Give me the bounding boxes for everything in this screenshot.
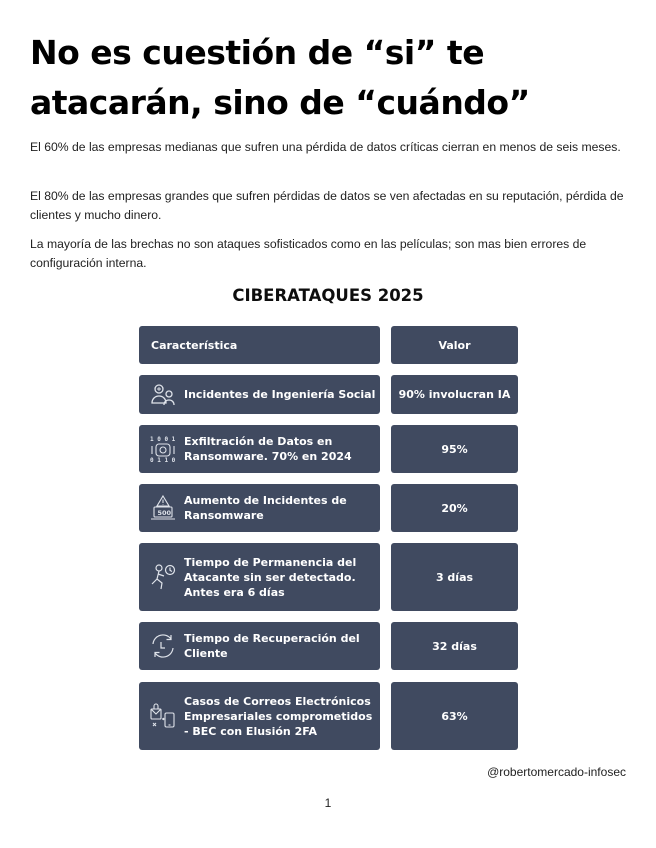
svg-text:0 1 1 0: 0 1 1 0	[150, 457, 176, 464]
author-handle: @robertomercado-infosec	[487, 765, 626, 779]
social-engineering-icon	[148, 380, 178, 410]
intruder-clock-icon	[148, 562, 178, 592]
table-header-characteristic: Característica	[139, 326, 380, 364]
table-row-label	[139, 622, 380, 670]
row-label: Aumento de Incidentes de Ransomware	[184, 494, 347, 522]
table-row-label	[139, 682, 380, 750]
recovery-cycle-icon	[148, 631, 178, 661]
data-exfiltration-icon	[148, 434, 178, 464]
table-row-label	[139, 484, 380, 532]
row-label: Tiempo de Permanencia del Atacante sin ser detectado. Antes era 6 días	[184, 555, 357, 599]
row-label: Incidentes de Ingeniería Social	[184, 388, 376, 401]
paragraph-large-companies: El 80% de las empresas grandes que sufren pérdidas de datos se ven afectadas en su reputación, pérdida de clientes y mucho dinero.	[30, 189, 624, 222]
page-number: 1	[324, 796, 332, 810]
row-value: 3 días	[391, 543, 518, 611]
paragraph-medium-companies: El 60% de las empresas medianas que sufren una pérdida de datos críticas cierran en menos de seis meses.	[30, 140, 621, 154]
svg-text:1 0 0 1: 1 0 0 1	[150, 436, 176, 443]
row-value: 63%	[391, 682, 518, 750]
row-label: Exfiltración de Datos en Ransomware. 70% en 2024	[184, 435, 352, 463]
table-row-label	[139, 543, 380, 611]
row-label: Tiempo de Recuperación del Cliente	[184, 632, 360, 660]
table-row-label	[139, 425, 380, 473]
page-title: No es cuestión de “si” te atacarán, sino de “cuándo”	[30, 33, 530, 122]
row-value: 90% involucran IA	[391, 375, 518, 414]
row-value: 32 días	[391, 622, 518, 670]
paragraph-breaches: La mayoría de las brechas no son ataques sofisticados como en las películas; son mas bien errores de configuración interna.	[30, 237, 587, 270]
table-row-label	[139, 375, 380, 414]
ransomware-alert-icon	[148, 493, 178, 523]
table-title: CIBERATAQUES 2025	[232, 286, 424, 305]
row-value: 95%	[391, 425, 518, 473]
svg-text:500: 500	[157, 509, 172, 517]
row-label: Casos de Correos Electrónicos Empresariales comprometidos - BEC con Elusión 2FA	[184, 694, 373, 738]
table-header-value: Valor	[391, 326, 518, 364]
row-value: 20%	[391, 484, 518, 532]
compromised-email-icon	[148, 701, 178, 731]
